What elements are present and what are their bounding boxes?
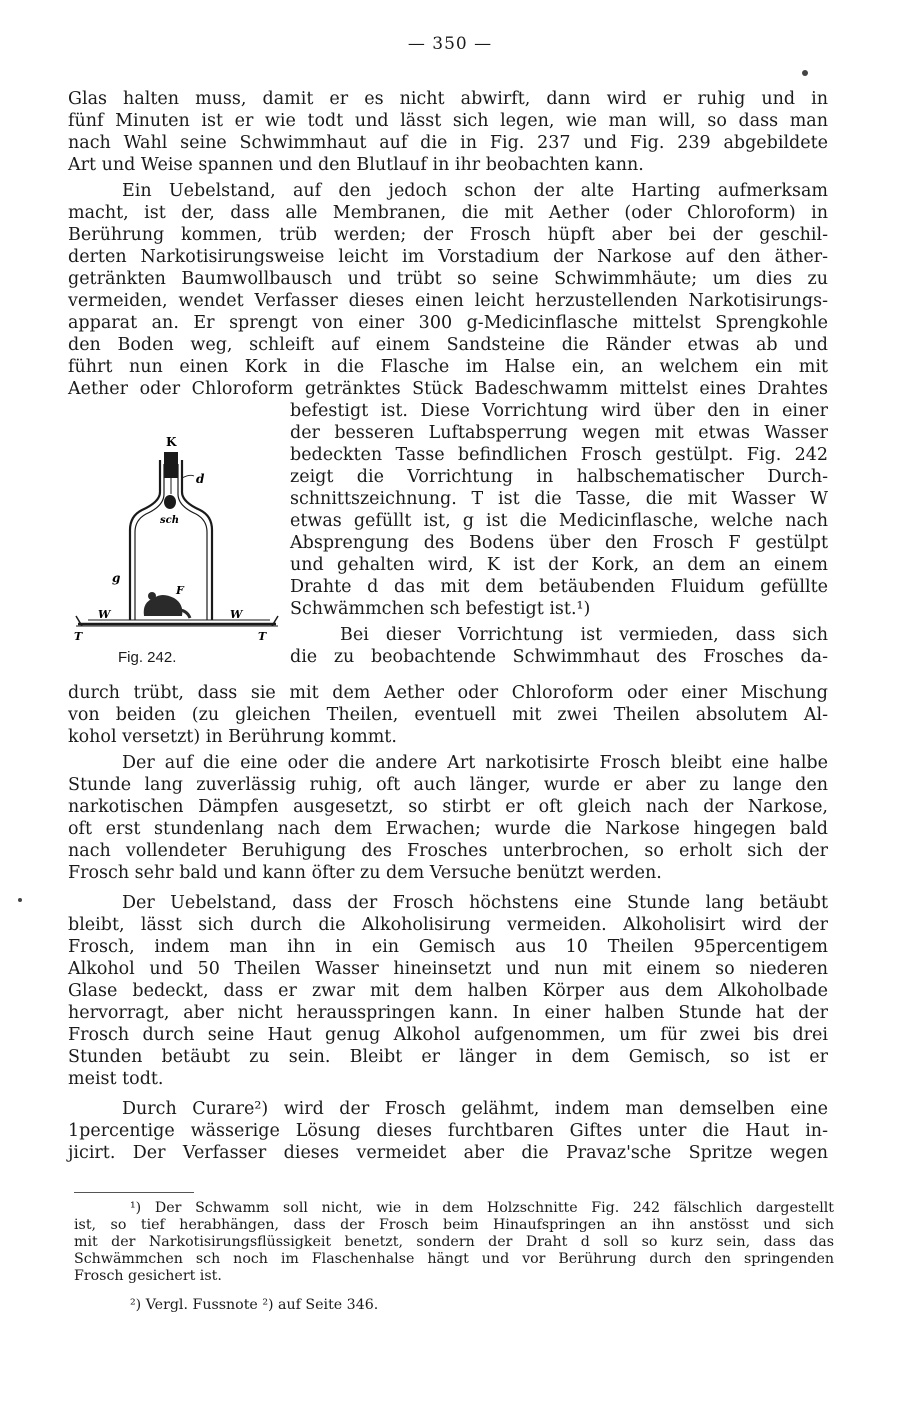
text-line: führt nun einen Kork in die Flasche im Halse ein, an welchem ein mit — [68, 357, 828, 377]
text-line: Schwämmchen sch befestigt ist.¹) — [290, 599, 591, 619]
text-line: durch trübt, dass sie mit dem Aether oder Chloroform oder einer Mischung — [68, 683, 828, 703]
text-line: den Boden weg, schleift auf einem Sandsteine die Ränder etwas ab und — [68, 335, 828, 355]
footnote-line: ist, so tief herabhängen, dass der Frosch beim Hinaufspringen an ihn anstösst und sich — [74, 1217, 834, 1233]
text-line: Glase bedeckt, dass er zwar mit dem halben Körper aus dem Alkoholbade — [68, 981, 828, 1001]
label-d: d — [196, 472, 205, 486]
text-line: etwas gefüllt ist, g ist die Medicinflasche, welche nach — [290, 511, 828, 531]
footnote-line: Schwämmchen sch noch im Flaschenhalse hängt und vor Berührung durch den springenden — [74, 1251, 834, 1267]
text-line: Art und Weise spannen und den Blutlauf in ihr beobachten kann. — [68, 155, 644, 175]
text-line: vermeiden, wendet Verfasser dieses einen leicht herzustellenden Narkotisirungs- — [68, 291, 828, 311]
text-line: Durch Curare²) wird der Frosch gelähmt, indem man demselben eine — [122, 1099, 828, 1119]
label-T-left: T — [74, 630, 83, 643]
text-line: oft erst stundenlang nach dem Erwachen; wurde die Narkose hingegen bald — [68, 819, 828, 839]
label-F: F — [176, 584, 184, 597]
text-line: nach Wahl seine Schwimmhaut auf die in Fig. 237 und Fig. 239 abgebildete — [68, 133, 828, 153]
text-line: befestigt ist. Diese Vorrichtung wird über den in einer — [290, 401, 828, 421]
text-line: Bei dieser Vorrichtung ist vermieden, dass sich — [340, 625, 828, 645]
text-line: Frosch, indem man ihn in ein Gemisch aus 10 Theilen 95percentigem — [68, 937, 828, 957]
text-line: meist todt. — [68, 1069, 164, 1089]
text-line: schnittszeichnung. T ist die Tasse, die mit Wasser W — [290, 489, 828, 509]
text-line: apparat an. Er sprengt von einer 300 g-Medicinflasche mittelst Sprengkohle — [68, 313, 828, 333]
text-line: bleibt, lässt sich durch die Alkoholisirung vermeiden. Alkoholisirt wird der — [68, 915, 828, 935]
print-speck — [18, 898, 22, 902]
footnote-line: mit der Narkotisirungsflüssigkeit benetzt, sondern der Draht d soll so kurz sein, dass das — [74, 1234, 834, 1250]
text-line: Absprengung des Bodens über den Frosch F gestülpt — [290, 533, 828, 553]
footnote-line: Frosch gesichert ist. — [74, 1268, 222, 1284]
text-line: Aether oder Chloroform getränktes Stück Badeschwamm mittelst eines Drahtes — [68, 379, 828, 399]
figure-caption: Fig. 242. — [118, 649, 177, 666]
footnote-line: ¹) Der Schwamm soll nicht, wie in dem Holzschnitte Fig. 242 fälschlich dargestellt — [130, 1200, 834, 1216]
text-line: und gehalten wird, K ist der Kork, an dem an einem — [290, 555, 828, 575]
text-line: Der auf die eine oder die andere Art narkotisirte Frosch bleibt eine halbe — [122, 753, 828, 773]
footnote-rule — [74, 1192, 194, 1193]
text-line: derten Narkotisirungsweise leicht im Vorstadium der Narkose auf den äther- — [68, 247, 828, 267]
label-W-right: W — [230, 608, 243, 621]
text-line: nach vollendeter Beruhigung des Frosches unterbrochen, so erholt sich der — [68, 841, 828, 861]
text-line: jicirt. Der Verfasser dieses vermeidet aber die Pravaz'sche Spritze wegen — [68, 1143, 828, 1163]
page-number: — 350 — — [407, 34, 493, 54]
text-line: getränkten Baumwollbausch und trübt so seine Schwimmhäute; um dies zu — [68, 269, 828, 289]
text-line: macht, ist der, dass alle Membranen, die mit Aether (oder Chloroform) in — [68, 203, 828, 223]
figure-242-diagram — [72, 430, 282, 670]
text-line: fünf Minuten ist er wie todt und lässt sich legen, wie man will, so dass man — [68, 111, 828, 131]
print-speck — [802, 70, 808, 76]
label-sch: sch — [160, 515, 179, 526]
sponge-shape — [164, 495, 176, 509]
footnote-line: ²) Vergl. Fussnote ²) auf Seite 346. — [130, 1297, 379, 1313]
text-line: 1percentige wässerige Lösung dieses furchtbaren Giftes unter die Haut in- — [68, 1121, 828, 1141]
text-line: Stunde lang zuverlässig ruhig, oft auch länger, wurde er aber zu lange den — [68, 775, 828, 795]
text-line: Frosch durch seine Haut genug Alkohol aufgenommen, um für zwei bis drei — [68, 1025, 828, 1045]
text-line: Alkohol und 50 Theilen Wasser hineinsetzt und nun mit einem so niederen — [68, 959, 828, 979]
text-line: Ein Uebelstand, auf den jedoch schon der alte Harting aufmerksam — [122, 181, 828, 201]
label-T-right: T — [258, 630, 267, 643]
text-line: kohol versetzt) in Berührung kommt. — [68, 727, 397, 747]
text-line: Der Uebelstand, dass der Frosch höchstens eine Stunde lang betäubt — [122, 893, 828, 913]
text-line: hervorragt, aber nicht herausspringen kann. In einer halben Stunde hat der — [68, 1003, 828, 1023]
label-W-left: W — [98, 608, 111, 621]
text-line: Glas halten muss, damit er es nicht abwirft, dann wird er ruhig und in — [68, 89, 828, 109]
text-line: bedeckten Tasse befindlichen Frosch gestülpt. Fig. 242 — [290, 445, 828, 465]
label-K: K — [166, 435, 177, 449]
text-line: die zu beobachtende Schwimmhaut des Frosches da- — [290, 647, 828, 667]
text-line: Stunden betäubt zu sein. Bleibt er länger in dem Gemisch, so ist er — [68, 1047, 828, 1067]
label-g: g — [112, 571, 121, 585]
text-line: von beiden (zu gleichen Theilen, eventuell mit zwei Theilen absolutem Al- — [68, 705, 828, 725]
text-line: Frosch sehr bald und kann öfter zu dem Versuche benützt werden. — [68, 863, 662, 883]
cork-shape — [164, 452, 178, 478]
text-line: zeigt die Vorrichtung in halbschematischer Durch- — [290, 467, 828, 487]
text-line: Berührung kommen, trüb werden; der Frosch hüpft aber bei der geschil- — [68, 225, 828, 245]
text-line: Drahte d das mit dem betäubenden Fluidum gefüllte — [290, 577, 828, 597]
text-line: narkotischen Dämpfen ausgesetzt, so stirbt er oft gleich nach der Narkose, — [68, 797, 828, 817]
text-line: der besseren Luftabsperrung wegen mit etwas Wasser — [290, 423, 828, 443]
